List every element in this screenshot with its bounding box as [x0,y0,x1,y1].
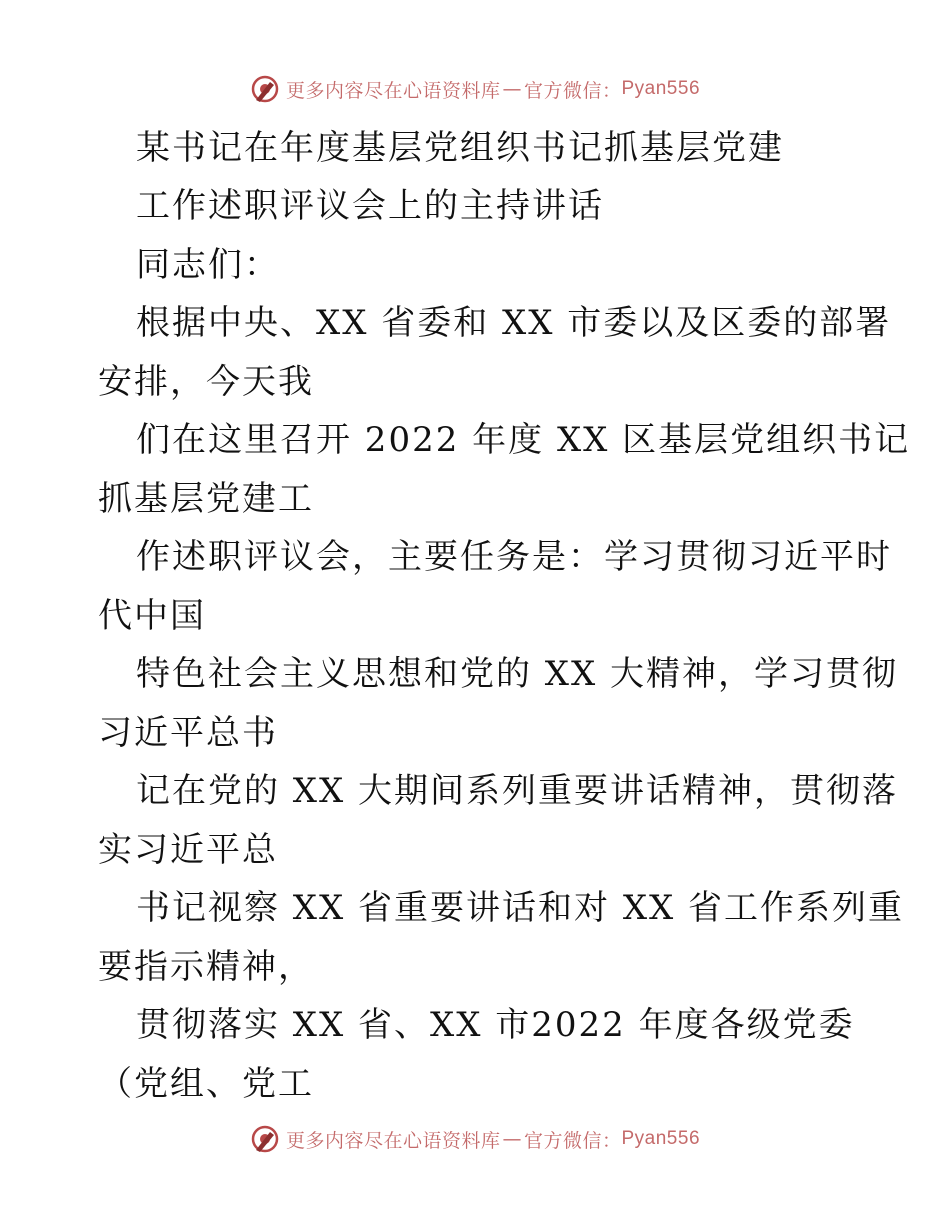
paragraph-line: 抓基层党建工 [98,479,314,519]
pen-in-circle-icon [250,1124,280,1154]
watermark-wechat-id: Pyan556 [621,78,701,99]
paragraph-line: 们在这里召开 2022 年度 XX 区基层党组织书记 [136,420,911,460]
paragraph-line: 安排，今天我 [98,362,314,402]
pen-in-circle-icon [250,74,280,104]
paragraph-line: 根据中央、XX 省委和 XX 市委以及区委的部署 [136,303,892,343]
title-line-1: 某书记在年度基层党组织书记抓基层党建 [136,128,784,168]
paragraph-line: 实习近平总 [98,830,278,870]
watermark-wechat-label: 官方微信： [523,1129,622,1152]
salutation: 同志们： [136,245,280,285]
header-watermark [0,74,950,104]
footer-watermark [0,1124,950,1154]
watermark-wechat-label: 官方微信： [523,79,622,102]
paragraph-line: 书记视察 XX 省重要讲话和对 XX 省工作系列重 [136,888,905,928]
paragraph-line: 习近平总书 [98,713,278,753]
paragraph-line: 贯彻落实 XX 省、XX 市2022 年度各级党委 [136,1005,855,1045]
watermark-text: 更多内容尽在心语资料库 [285,79,501,102]
watermark-text: 更多内容尽在心语资料库 [285,1129,501,1152]
paragraph-line: （党组、党工 [98,1064,314,1104]
paragraph-line: 要指示精神， [98,947,314,987]
paragraph-line: 作述职评议会，主要任务是：学习贯彻习近平时 [136,537,892,577]
watermark-wechat-id: Pyan556 [621,1128,701,1149]
watermark-separator: — [502,78,522,100]
paragraph-line: 特色社会主义思想和党的 XX 大精神，学习贯彻 [136,654,899,694]
watermark-separator: — [502,1128,522,1150]
title-line-2: 工作述职评议会上的主持讲话 [136,186,604,226]
paragraph-line: 代中国 [98,596,206,636]
paragraph-line: 记在党的 XX 大期间系列重要讲话精神，贯彻落 [136,771,899,811]
